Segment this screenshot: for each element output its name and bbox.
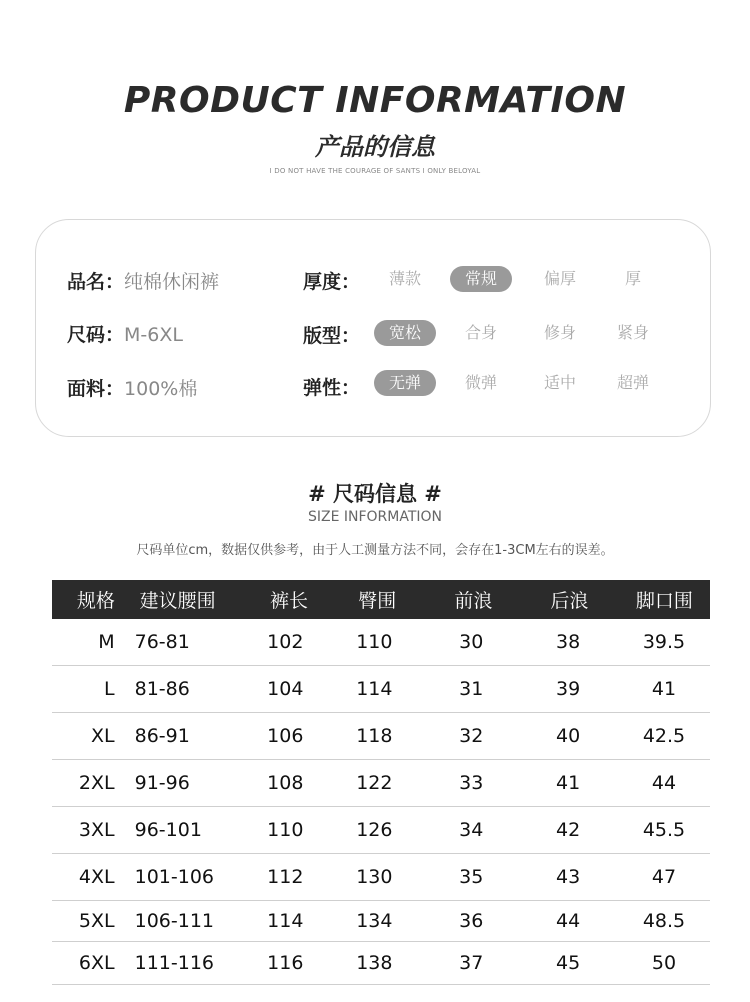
size-note: 尺码单位cm，数据仅供参考，由于人工测量方法不同，会存在1-3CM左右的误差。 — [136, 543, 614, 558]
table-cell: 102 — [267, 631, 304, 653]
table-cell: 130 — [356, 866, 393, 888]
tagline: I DO NOT HAVE THE COURAGE OF SANTS I ONLY BELOYAL — [269, 167, 481, 175]
table-cell: 31 — [459, 678, 484, 700]
table-cell: 37 — [459, 952, 484, 974]
table-cell: 114 — [356, 678, 393, 700]
attr-option: 紧身 — [616, 323, 649, 342]
spec-label: 尺码： — [67, 324, 125, 346]
table-row — [52, 942, 710, 985]
page-title: PRODUCT INFORMATION — [123, 80, 627, 121]
table-cell: 42 — [556, 819, 581, 841]
table-row — [52, 619, 710, 666]
attr-option: 超弹 — [616, 373, 649, 392]
table-cell: M — [98, 631, 115, 653]
page-subtitle: 产品的信息 — [315, 133, 435, 161]
header-cell: 建议腰围 — [139, 590, 216, 612]
table-cell: 41 — [651, 678, 677, 700]
header-cell: 臀围 — [358, 590, 397, 612]
spec-fabric — [67, 374, 197, 401]
header-cell: 脚口围 — [635, 590, 693, 612]
table-cell: 116 — [267, 952, 304, 974]
table-cell: 110 — [356, 631, 393, 653]
attr-option: 宽松 — [374, 320, 436, 346]
table-row — [52, 901, 710, 942]
table-cell: 106-111 — [134, 910, 215, 932]
table-row — [52, 807, 710, 854]
table-cell: 38 — [556, 631, 581, 653]
table-cell: 81-86 — [134, 678, 190, 700]
header-cell: 裤长 — [270, 590, 309, 612]
table-cell: 108 — [267, 772, 304, 794]
attr-label-stretch: 弹性： — [303, 377, 361, 399]
attr-option: 薄款 — [388, 269, 421, 288]
table-cell: 50 — [651, 952, 677, 974]
table-cell: 39 — [556, 678, 581, 700]
table-cell: 126 — [356, 819, 393, 841]
table-cell: 39.5 — [642, 631, 686, 653]
table-cell: XL — [91, 725, 115, 747]
size-table — [52, 580, 710, 985]
spec-label: 品名： — [67, 271, 125, 293]
table-cell: 106 — [267, 725, 304, 747]
table-cell: 138 — [356, 952, 393, 974]
table-cell: 114 — [267, 910, 304, 932]
header-cell: 后浪 — [550, 590, 589, 612]
spec-label: 面料： — [67, 378, 125, 400]
attr-option: 微弹 — [464, 373, 497, 392]
spec-value: 纯棉休闲裤 — [124, 271, 220, 293]
table-cell: 45.5 — [642, 819, 686, 841]
table-header — [52, 580, 710, 619]
table-cell: 2XL — [78, 772, 115, 794]
attr-option: 合身 — [464, 323, 497, 342]
attr-option: 无弹 — [374, 370, 436, 396]
spec-name — [67, 267, 219, 294]
attr-label-fit: 版型： — [303, 325, 361, 347]
attr-label-thickness: 厚度： — [303, 271, 361, 293]
table-cell: 112 — [267, 866, 304, 888]
table-row — [52, 713, 710, 760]
table-cell: 32 — [459, 725, 484, 747]
spec-value: 100%棉 — [124, 378, 198, 400]
table-row — [52, 760, 710, 807]
table-cell: 76-81 — [134, 631, 190, 653]
table-cell: 3XL — [78, 819, 115, 841]
table-cell: 134 — [356, 910, 393, 932]
table-cell: 45 — [556, 952, 581, 974]
table-cell: 4XL — [78, 866, 115, 888]
table-cell: 5XL — [78, 910, 115, 932]
table-cell: 118 — [356, 725, 393, 747]
table-cell: 41 — [556, 772, 581, 794]
table-cell: 40 — [556, 725, 581, 747]
table-cell: 43 — [556, 866, 581, 888]
size-heading: # 尺码信息 # — [308, 482, 442, 506]
attr-option: 常规 — [450, 266, 512, 292]
table-cell: 91-96 — [134, 772, 190, 794]
table-cell: 47 — [651, 866, 677, 888]
header-cell: 前浪 — [454, 590, 493, 612]
table-cell: 104 — [267, 678, 304, 700]
table-body — [52, 619, 710, 985]
attr-option: 适中 — [543, 373, 576, 392]
table-cell: 44 — [556, 910, 581, 932]
size-subheading: SIZE INFORMATION — [307, 509, 443, 525]
table-cell: 86-91 — [134, 725, 190, 747]
table-cell: 6XL — [78, 952, 115, 974]
table-row — [52, 854, 710, 901]
table-cell: 42.5 — [642, 725, 686, 747]
table-cell: 101-106 — [134, 866, 215, 888]
product-info-card — [35, 219, 711, 437]
table-cell: 48.5 — [642, 910, 686, 932]
table-cell: L — [104, 678, 115, 700]
spec-value: M-6XL — [124, 324, 183, 346]
table-cell: 122 — [356, 772, 393, 794]
table-cell: 35 — [459, 866, 484, 888]
table-cell: 33 — [459, 772, 484, 794]
spec-size — [67, 320, 183, 347]
attr-option: 厚 — [624, 269, 641, 288]
table-cell: 34 — [459, 819, 484, 841]
header-cell: 规格 — [76, 590, 115, 612]
table-cell: 96-101 — [134, 819, 202, 841]
table-cell: 36 — [459, 910, 484, 932]
table-row — [52, 666, 710, 713]
table-cell: 110 — [267, 819, 304, 841]
attr-option: 偏厚 — [543, 269, 576, 288]
table-cell: 111-116 — [134, 952, 215, 974]
table-cell: 44 — [651, 772, 677, 794]
attr-option: 修身 — [543, 323, 576, 342]
table-cell: 30 — [459, 631, 484, 653]
